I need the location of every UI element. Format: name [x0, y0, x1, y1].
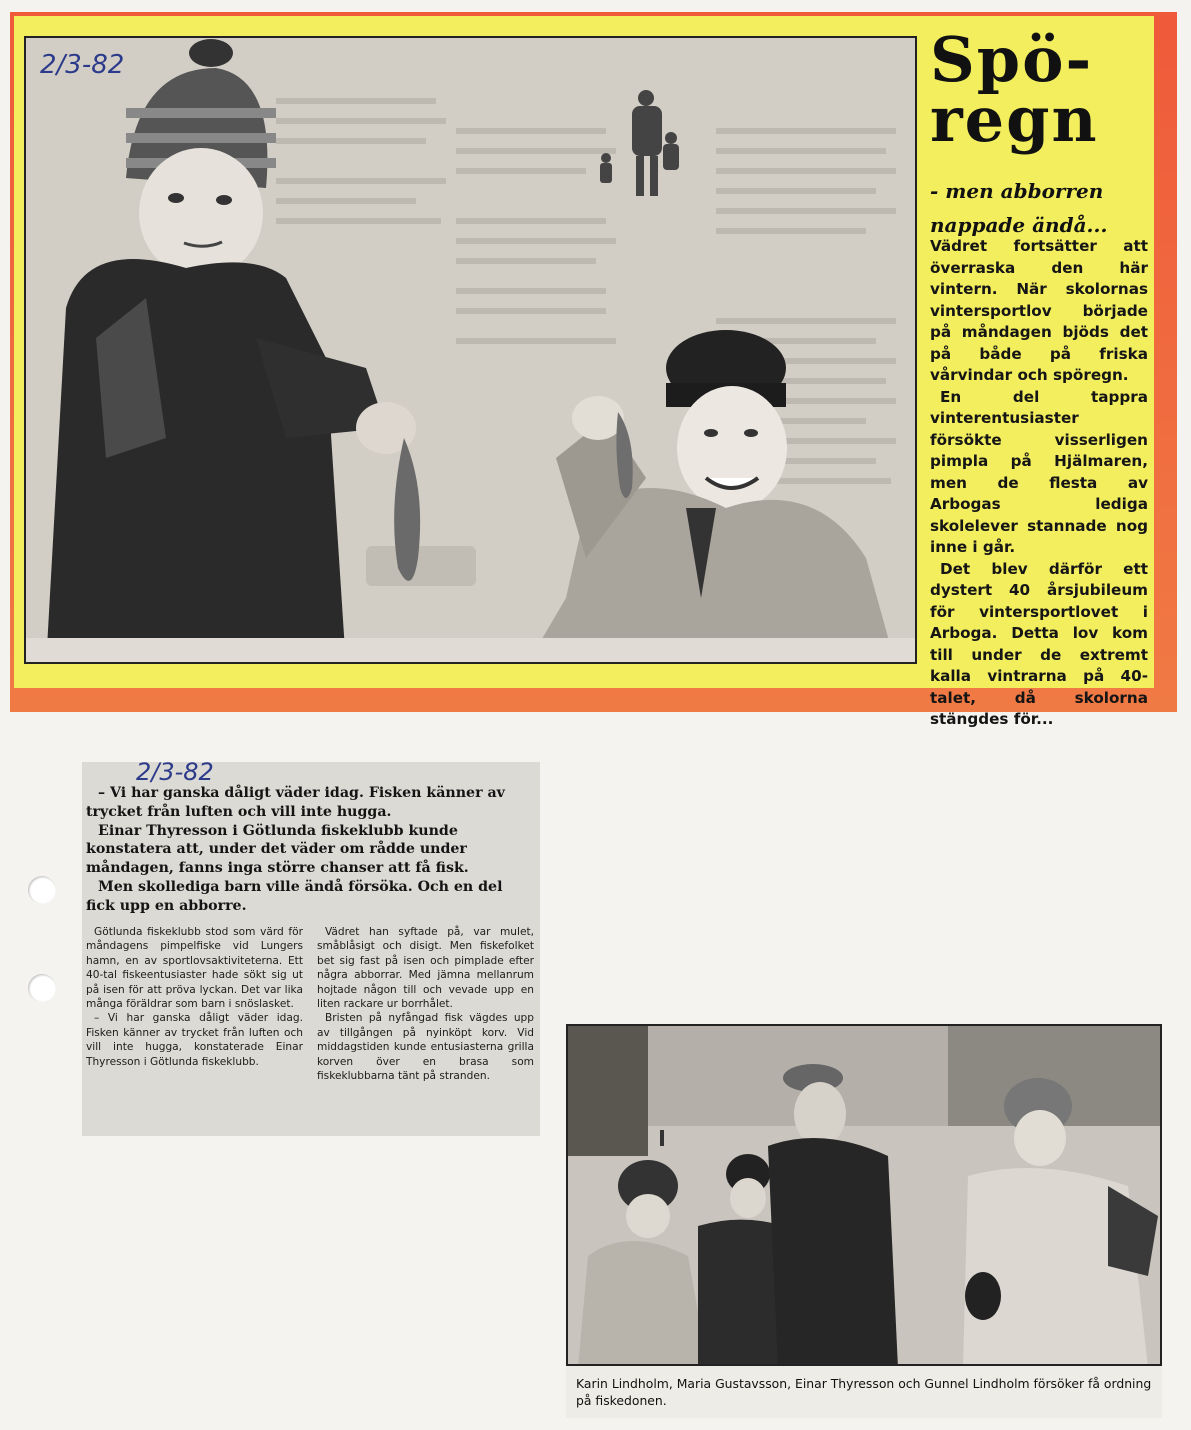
bottom-photo-illustration	[568, 1026, 1162, 1366]
subheadline-line: nappade ändå...	[930, 213, 1108, 237]
column-left	[86, 925, 303, 1083]
main-photo-illustration	[26, 38, 917, 664]
headline	[930, 23, 1160, 156]
main-photo	[24, 36, 917, 664]
column-right	[317, 925, 534, 1083]
top-date-note: 2/3-82	[40, 50, 125, 80]
lead-paragraph: – Vi har ganska dåligt väder idag. Fisken känner av trycket från luften och vill inte hugga.	[86, 785, 505, 820]
paragraph: Vädret fortsätter att överraska den här vintern. När skolornas vintersportlov började på måndagen bjöds det på både på friska vårvindar och spöregn.	[930, 237, 1148, 384]
paragraph: Götlunda fiskeklubb stod som värd för måndagens pimpelfiske vid Lungers hamn, en av sportlovsaktiviteterna. Ett 40-tal fiskeentusiaster hade sökt sig ut på isen för att pröva lyckan. Det var lika många föräldrar som barn i snöslasket.	[86, 926, 303, 1011]
binder-hole	[28, 974, 56, 1002]
middle-date-note: 2/3-82	[136, 758, 214, 786]
middle-lead	[86, 784, 534, 916]
paragraph: Det blev därför ett dystert 40 årsjubileum för vintersportlovet i Arboga. Detta lov kom till under de extremt kalla vintrarna på 40-talet, då skolorna stängdes för...	[930, 559, 1148, 728]
bottom-photo	[566, 1024, 1162, 1366]
headline-line: regn	[930, 83, 1099, 156]
paragraph: Bristen på nyfångad fisk vägdes upp av tillgången på nyinköpt korv. Vid middagstiden kunde entusiasterna grilla korven över en brasa som fiskeklubbarna tänt på stranden.	[317, 1012, 534, 1083]
top-article-body	[930, 236, 1148, 731]
lead-paragraph: Men skollediga barn ville ändå försöka. Och en del fick upp en abborre.	[86, 878, 503, 914]
subheadline	[930, 174, 1160, 242]
lead-paragraph: Einar Thyresson i Götlunda fiskeklubb kunde konstatera att, under det väder om rådde under måndagen, fanns inga större chanser att få fisk.	[86, 822, 469, 877]
paragraph: – Vi har ganska dåligt väder idag. Fisken känner av trycket från luften och vill inte hugga, konstaterade Einar Thyresson i Götlunda fiskeklubb.	[86, 1012, 303, 1068]
subheadline-line: - men abborren	[930, 179, 1104, 203]
photo-caption: Karin Lindholm, Maria Gustavsson, Einar Thyresson och Gunnel Lindholm försöker få ordning på fiskedonen.	[576, 1376, 1152, 1408]
paragraph: Vädret han syftade på, var mulet, småblåsigt och disigt. Men fiskefolket bet sig fast på isen och pimplade efter några abborrar. Med jämna mellanrum hojtade någon till och vevade upp en liten rackare ur borrhålet.	[317, 926, 534, 1011]
middle-columns	[86, 925, 534, 1083]
paragraph: En del tappra vinterentusiaster försökte visserligen pimpla på Hjälmaren, men de flesta av Arbogas lediga skolelever stannade nog inne i går.	[930, 387, 1148, 556]
headline-line: Spö-	[930, 23, 1094, 96]
binder-hole	[28, 876, 56, 904]
